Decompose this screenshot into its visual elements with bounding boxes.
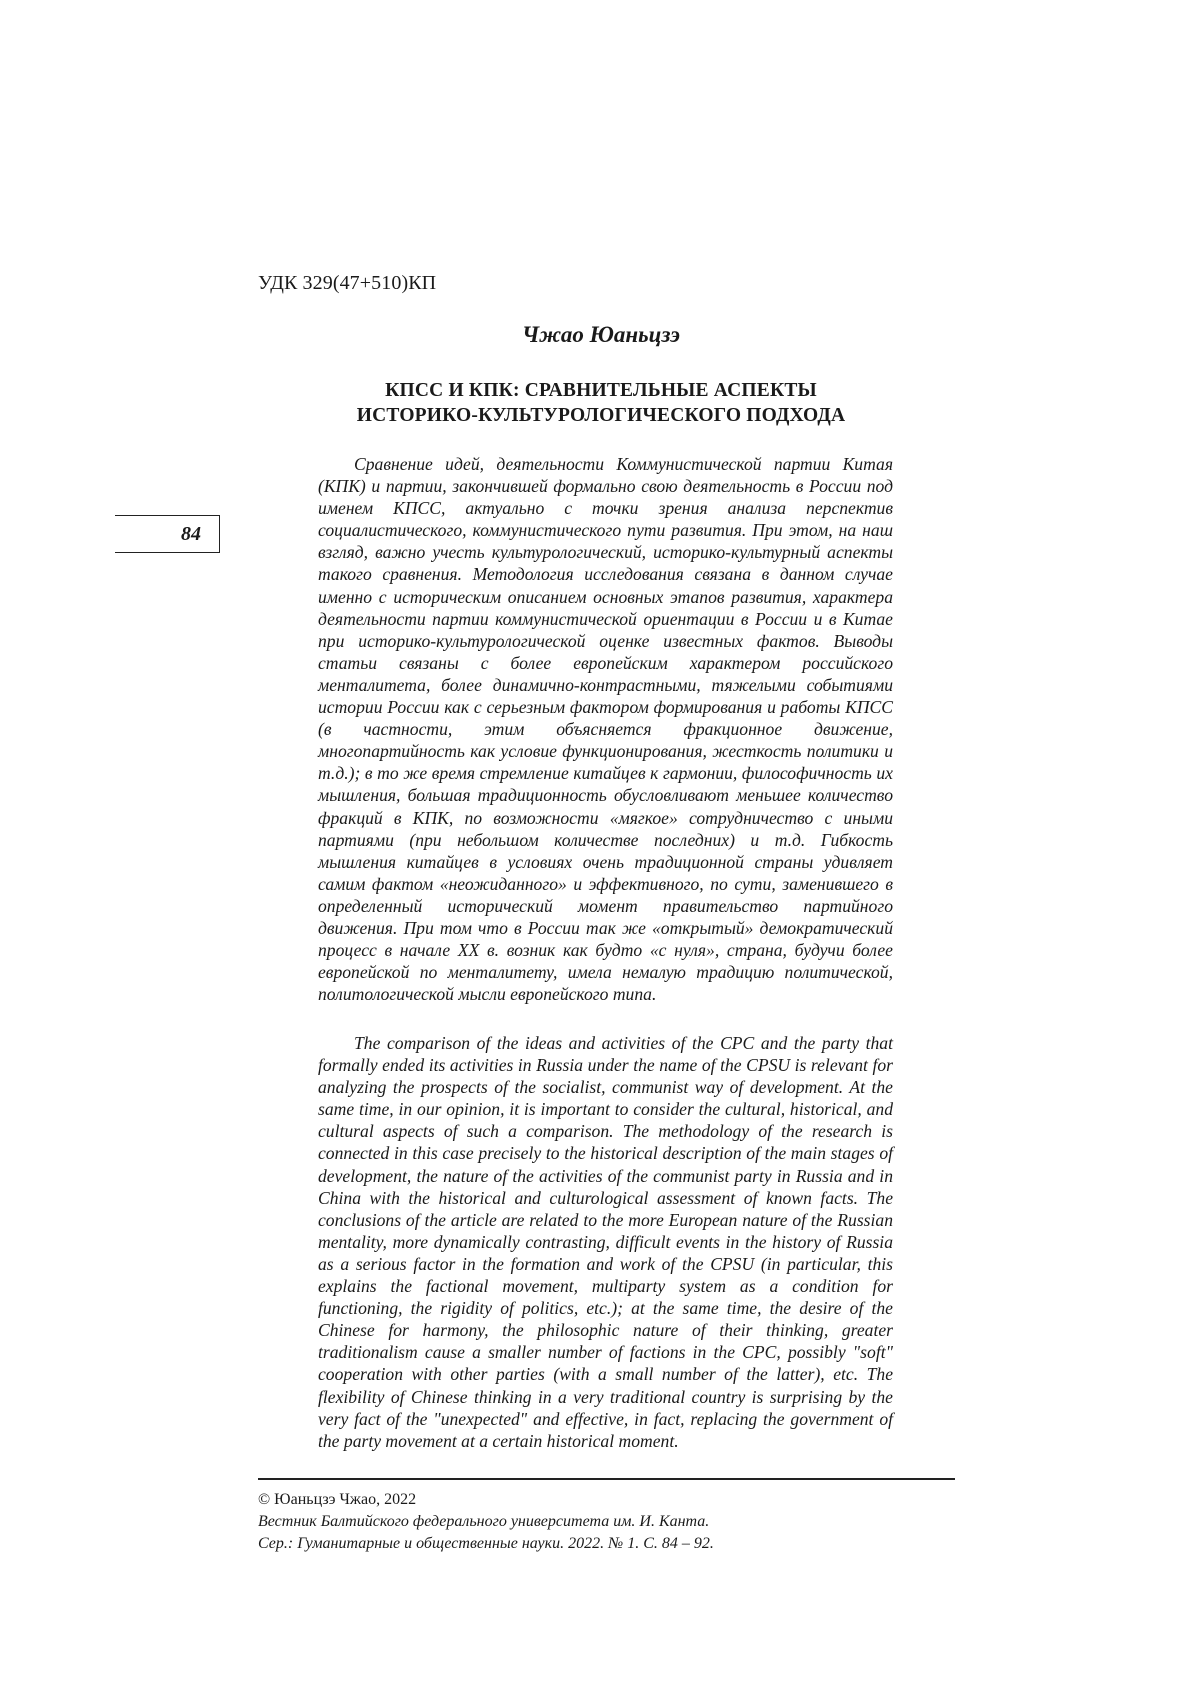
copyright-line: © Юаньцзэ Чжао, 2022 <box>258 1491 417 1508</box>
footer-divider <box>258 1478 955 1480</box>
abstract-english: The comparison of the ideas and activities of the CPC and the party that formally ended its activities in Russia under the name of the CPSU is relevant for analyzing the prospects of the socialist, communist way of development. At the same time, in our opinion, it is important to consider the cultural, historical, and cultural aspects of such a comparison. The methodology of the research is connected in this case precisely to the historical description of the main stages of development, the nature of the activities of the communist party in Russia and in China with the historical and culturological assessment of known facts. The conclusions of the article are related to the more European nature of the Russian mentality, more dynamically contrasting, difficult events in the history of Russia as a serious factor in the formation and work of the CPSU (in particular, this explains the factional movement, multiparty system as a condition for functioning, the rigidity of politics, etc.); at the same time, the desire of the Chinese for harmony, the philosophic nature of their thinking, greater traditionalism cause a smaller number of factions in the CPC, possibly "soft" cooperation with other parties (with a small number of the latter), etc. The flexibility of Chinese thinking in a very traditional country is surprising by the very fact of the "unexpected" and effective, in fact, replacing the government of the party movement at a certain historical moment. <box>318 1033 893 1451</box>
page-number: 84 <box>181 523 201 545</box>
page-number-box <box>115 515 220 553</box>
article-title-line-2: ИСТОРИКО-КУЛЬТУРОЛОГИЧЕСКОГО ПОДХОДА <box>356 405 846 426</box>
article-title <box>318 378 884 428</box>
journal-name: Вестник Балтийского федерального университета им. И. Канта. <box>258 1513 710 1530</box>
author-name: Чжао Юаньцзэ <box>522 322 680 347</box>
footer <box>258 1489 714 1555</box>
udc-code: УДК 329(47+510)КП <box>258 272 437 294</box>
abstract-russian: Сравнение идей, деятельности Коммунистической партии Китая (КПК) и партии, закончившей формально свою деятельность в России под именем КПСС, актуально с точки зрения анализа перспектив социалистического, коммунистического пути развития. При этом, на наш взгляд, важно учесть культурологический, историко-культурный аспекты такого сравнения. Методология исследования связана в данном случае именно с историческим описанием основных этапов развития, характера деятельности партии коммунистической ориентации в России и в Китае при историко-культурологической оценке известных фактов. Выводы статьи связаны с более европейским характером российского менталитета, более динамично-контрастными, тяжелыми событиями истории России как с серьезным фактором формирования и работы КПСС (в частности, этим объясняется фракционное движение, многопартийность как условие функционирования, жесткость политики и т.д.); в то же время стремление китайцев к гармонии, философичность их мышления, большая традиционность обусловливают меньшее количество фракций в КПК, по возможности «мягкое» сотрудничество с иными партиями (при небольшом количестве последних) и т.д. Гибкость мышления китайцев в условиях очень традиционной страны удивляет самим фактом «неожиданного» и эффективного, по сути, заменившего в определенный исторический момент правительство партийного движения. При том что в России так же «открытый» демократический процесс в начале XX в. возник как будто «с нуля», страна, будучи более европейской по менталитету, имела немалую традицию политической, политологической мысли европейского типа. <box>318 454 893 1005</box>
article-title-line-1: КПСС И КПК: СРАВНИТЕЛЬНЫЕ АСПЕКТЫ <box>385 380 817 401</box>
journal-series: Сер.: Гуманитарные и общественные науки. 2022. № 1. С. 84 – 92. <box>258 1535 714 1552</box>
